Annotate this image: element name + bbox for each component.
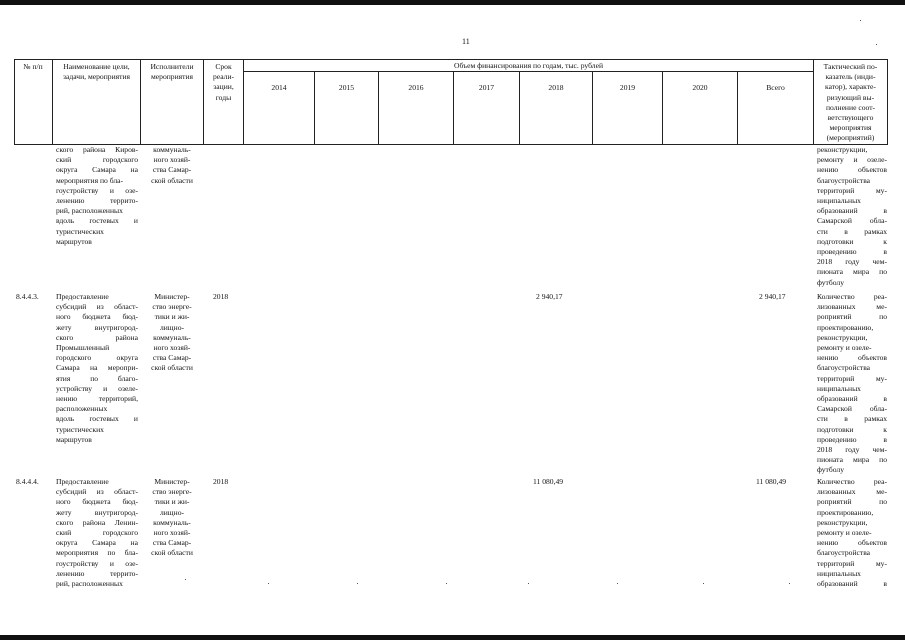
col-border [378,71,379,144]
col-border [453,71,454,144]
header-name: Наименование цели, задачи, мероприятия [62,62,131,82]
top-border [0,0,905,5]
row2-total-value: 2 940,17 [759,292,786,301]
page-number: 11 [462,37,470,46]
row2-executors: Министер- ство энерге- тики и жи- лищно- коммуналь- ного хозяй- ства Самар- ской области [151,292,193,373]
row1-indicator: реконструкции, ремонту и озеле- нению объектов благоустройства территорий му- ниципальных образований в Самарской обла- сти в рамках подготовки к проведению в 2018 году чем- пионата мира по футболу [817,145,887,287]
table-top-rule [14,59,888,60]
row2-2018-value: 2 940,17 [536,292,563,301]
header-total: Всего [766,83,785,92]
bottom-border [0,635,905,640]
header-year-2016: 2016 [408,83,424,92]
header-indicator: Тактический по- казатель (инди- катор), характе- ризующий вы- полнение соот- ветствующего мероприятия (мероприятий) [823,62,878,143]
row3-total-value: 11 080,49 [756,477,787,486]
financing-table [14,59,888,634]
row3-name: Предоставление субсидий из област- ного бюджета бюд- жету внутригород- ского района Ленин- ский городского округа Самара на мероприятия по бла- гоустройству и озе- ленению террито- рий, расположенных [56,477,138,589]
scan-speck [446,583,447,584]
col-border [662,71,663,144]
col-border [737,71,738,144]
scan-speck [185,579,186,580]
row2-term: 2018 [213,292,229,301]
header-term: Срок реали- зации, годы [212,62,235,102]
header-year-2019: 2019 [619,83,636,92]
scan-speck [268,583,269,584]
col-border [243,59,244,144]
row2-number: 8.4.4.3. [16,292,39,301]
row3-term: 2018 [213,477,229,486]
scan-speck [357,583,358,584]
header-no: № п/п [23,62,43,71]
header-year-2015: 2015 [338,83,355,92]
col-border [519,71,520,144]
scan-speck [876,44,877,45]
row2-name: Предоставление субсидий из област- ного бюджета бюд- жету внутригород- ского района Промышленный городского округа Самара на меропри- ятия по благо- устройству и озеле- нению территорий, расположенных вдоль гостевых и туристических маршрутов [56,292,138,444]
col-border [314,71,315,144]
header-year-2018: 2018 [548,83,564,92]
header-year-2014: 2014 [271,83,287,92]
row3-indicator: Количество реа- лизованных ме- роприятий по проектированию, реконструкции, ремонту и озеле- нению объектов благоустройства территорий му- ниципальных образований в [817,477,887,589]
scan-speck [528,583,529,584]
header-funding: Объем финансирования по годам, тыс. рублей [453,61,604,70]
row3-executors: Министер- ство энерге- тики и жи- лищно- коммуналь- ного хозяй- ства Самар- ской области [151,477,193,558]
row1-name: ского района Киров- ский городского округа Самара на мероприятия по бла- гоустройству и озе- ленению террито- рий, расположенных вдоль гостевых и туристических маршрутов [56,145,138,246]
scan-speck [860,20,861,21]
header-year-2020: 2020 [692,83,708,92]
header-executors: Исполнители мероприятия [150,62,194,82]
header-year-2017: 2017 [478,83,495,92]
col-border [887,59,888,144]
scan-speck [617,583,618,584]
row3-number: 8.4.4.4. [16,477,39,486]
scan-speck [703,583,704,584]
row2-indicator: Количество реа- лизованных ме- роприятий по проектированию, реконструкции, ремонту и озеле- нению объектов благоустройства территорий му- ниципальных образований в Самарской обла- сти в рамках подготовки к проведению в 2018 году чем- пионата мира по футболу [817,292,887,475]
row3-2018-value: 11 080,49 [533,477,564,486]
row1-executors: коммуналь- ного хозяй- ства Самар- ской области [151,145,193,185]
col-border [592,71,593,144]
scan-speck [789,583,790,584]
